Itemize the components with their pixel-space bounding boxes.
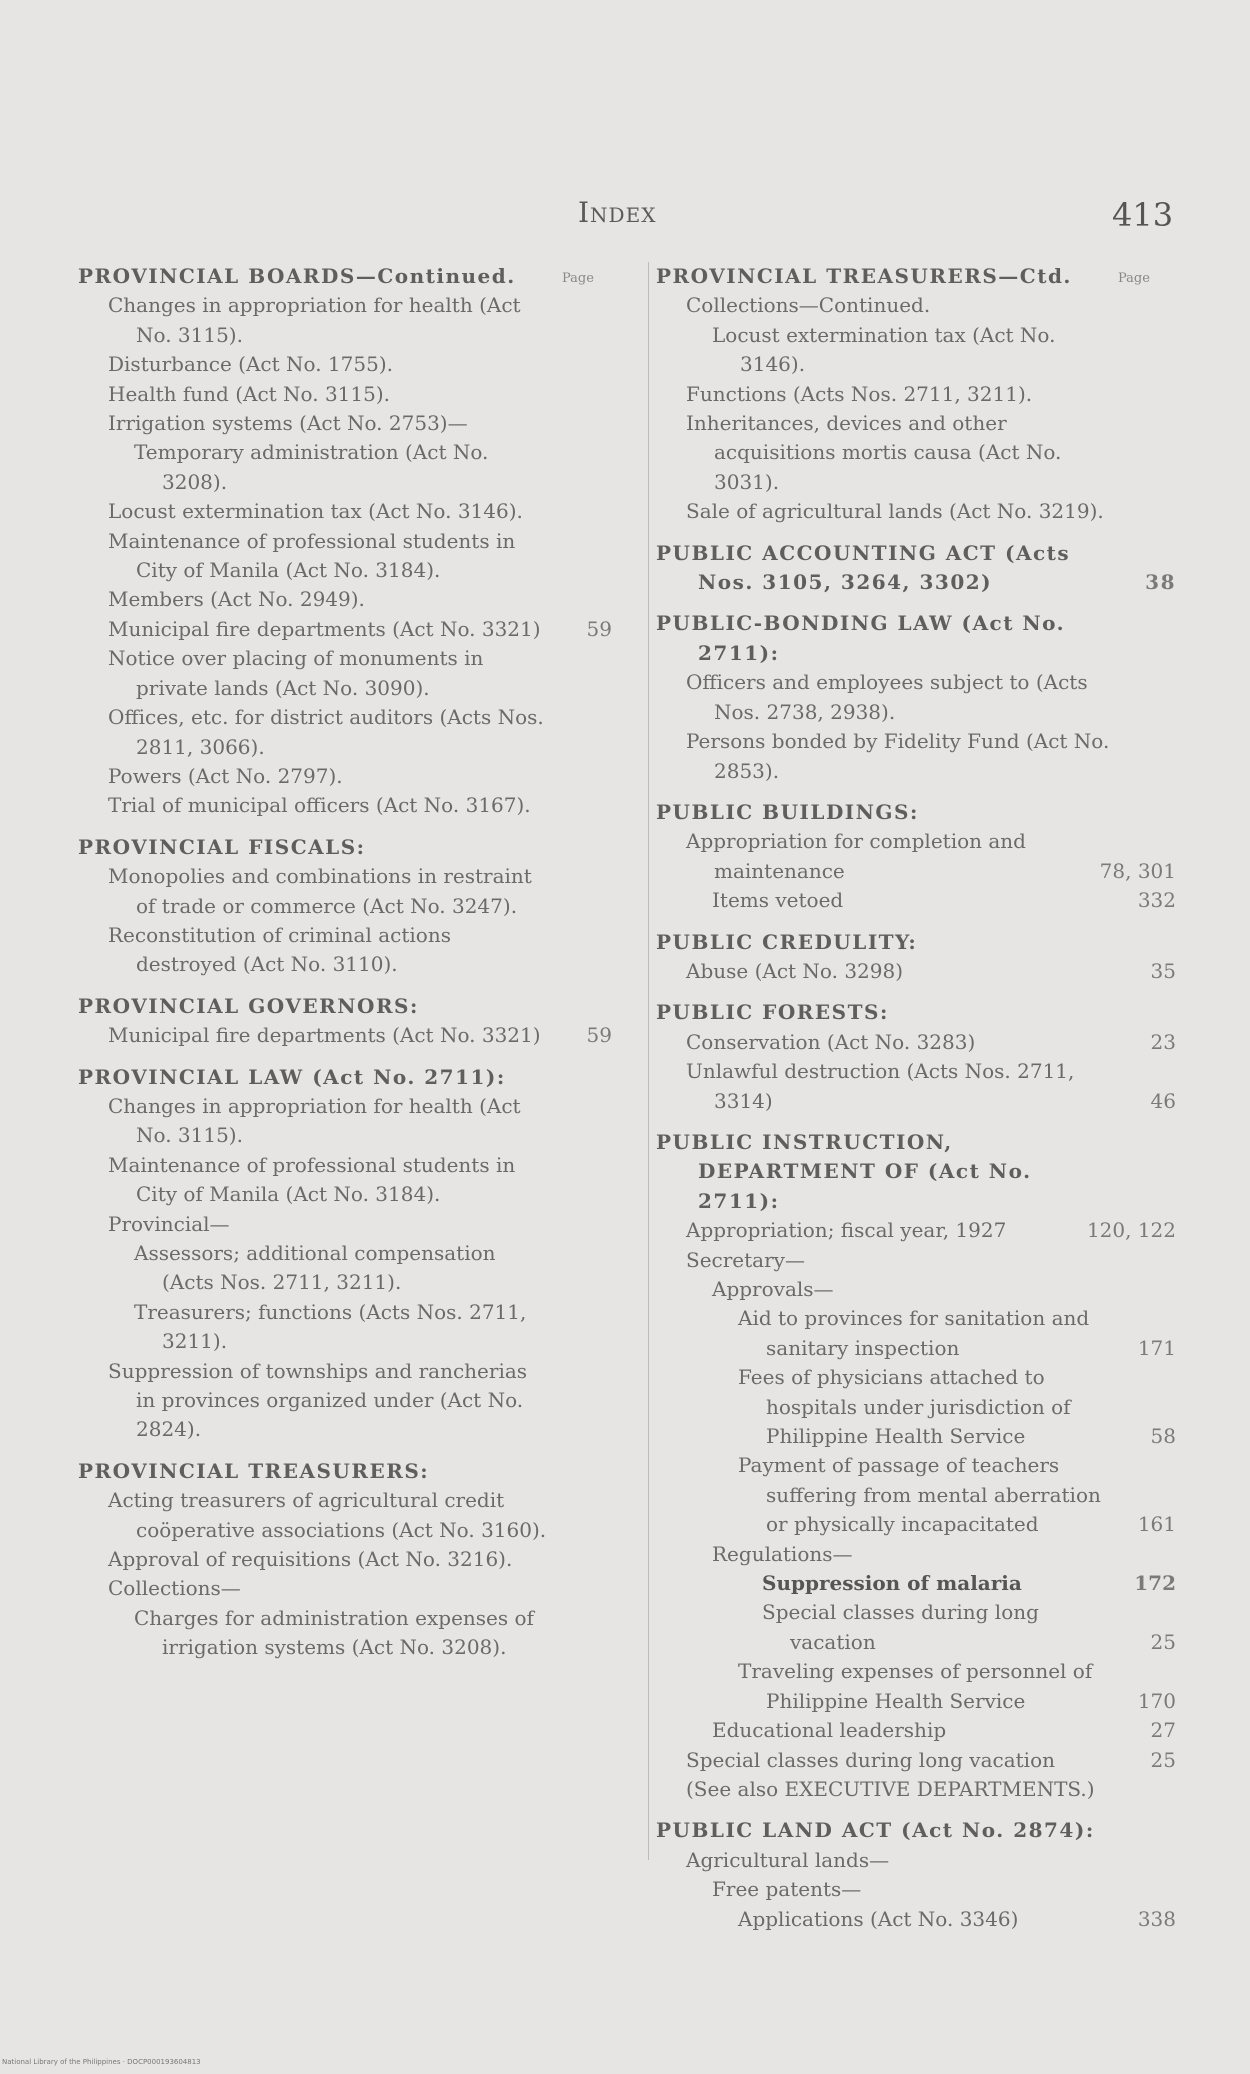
entry-page-ref: 59 bbox=[586, 1023, 612, 1048]
entry-text: Sale of agricultural lands (Act No. 3219). bbox=[686, 499, 1104, 524]
entry-text: Members (Act No. 2949). bbox=[108, 587, 365, 612]
entry-page-ref: 35 bbox=[1150, 958, 1176, 983]
entry-text: PROVINCIAL TREASURERS: bbox=[78, 1458, 430, 1483]
entry-text: Disturbance (Act No. 1755). bbox=[108, 352, 393, 377]
index-entry bbox=[656, 727, 1176, 786]
entry-page-ref: 161 bbox=[1137, 1512, 1176, 1537]
entry-text: (See also EXECUTIVE DEPARTMENTS.) bbox=[686, 1776, 1095, 1801]
entry-text: Approvals— bbox=[712, 1277, 834, 1301]
entry-text: Appropriation for completion and maintenance bbox=[686, 829, 1026, 883]
entry-text: Functions (Acts Nos. 2711, 3211). bbox=[686, 381, 1033, 406]
entry-text: Municipal fire departments (Act No. 3321) bbox=[108, 1023, 541, 1048]
index-heading bbox=[656, 998, 1176, 1027]
entry-text: Irrigation systems (Act No. 2753)— bbox=[108, 411, 468, 436]
entry-text: Notice over placing of monuments in private lands (Act No. 3090). bbox=[108, 646, 484, 700]
entry-page-ref: 120, 122 bbox=[1086, 1218, 1176, 1243]
index-entry bbox=[656, 1363, 1176, 1451]
entry-text: Collections— bbox=[108, 1576, 241, 1601]
entry-text: PUBLIC BUILDINGS: bbox=[656, 799, 919, 824]
index-entry bbox=[656, 1657, 1176, 1716]
index-entry bbox=[78, 527, 612, 586]
entry-text: Treasurers; functions (Acts Nos. 2711, 3211). bbox=[134, 1299, 527, 1354]
index-entry bbox=[656, 1057, 1176, 1116]
index-entry bbox=[78, 291, 612, 350]
column-divider bbox=[648, 262, 649, 1860]
entry-text: Items vetoed bbox=[712, 888, 844, 913]
entry-page-ref: 78, 301 bbox=[1099, 858, 1176, 883]
index-entry bbox=[656, 497, 1176, 526]
entry-text: Acting treasurers of agricultural credit coöperative associations (Act No. 3160). bbox=[108, 1488, 547, 1542]
index-entry bbox=[656, 321, 1176, 380]
entry-page-ref: 25 bbox=[1150, 1747, 1176, 1772]
index-entry bbox=[78, 615, 612, 644]
entry-text: Abuse (Act No. 3298) bbox=[686, 958, 904, 983]
index-entry bbox=[656, 1540, 1176, 1569]
index-entry bbox=[656, 409, 1176, 497]
entry-text: Fees of physicians attached to hospitals under jurisdiction of Philippine Health Service bbox=[738, 1365, 1071, 1449]
index-heading bbox=[78, 992, 612, 1021]
index-heading bbox=[656, 1128, 1176, 1216]
entry-text: Offices, etc. for district auditors (Acts Nos. 2811, 3066). bbox=[108, 705, 544, 759]
index-heading bbox=[656, 262, 1176, 291]
entry-text: Conservation (Act No. 3283) bbox=[686, 1029, 976, 1054]
index-entry bbox=[78, 1298, 612, 1357]
entry-text: Traveling expenses of personnel of Philippine Health Service bbox=[738, 1659, 1093, 1713]
index-entry bbox=[656, 291, 1176, 320]
entry-text: Special classes during long vacation bbox=[686, 1747, 1055, 1772]
entry-page-ref: 338 bbox=[1137, 1906, 1176, 1931]
entry-page-ref: 27 bbox=[1150, 1718, 1176, 1743]
page-title: Index bbox=[578, 196, 657, 229]
index-entry bbox=[78, 1574, 612, 1603]
index-entry bbox=[78, 1092, 612, 1151]
page-column-label: Page bbox=[562, 271, 594, 286]
entry-text: Appropriation; fiscal year, 1927 bbox=[686, 1218, 1007, 1243]
page-number: 413 bbox=[1112, 196, 1174, 234]
index-entry bbox=[656, 1451, 1176, 1539]
index-column-left bbox=[78, 262, 612, 1663]
entry-text: Powers (Act No. 2797). bbox=[108, 763, 343, 788]
index-heading bbox=[656, 798, 1176, 827]
index-entry bbox=[656, 1304, 1176, 1363]
entry-text: Maintenance of professional students in City of Manila (Act No. 3184). bbox=[108, 528, 516, 583]
entry-text: Trial of municipal officers (Act No. 3167). bbox=[108, 793, 531, 818]
index-entry bbox=[78, 762, 612, 791]
entry-text: Special classes during long vacation bbox=[762, 1600, 1039, 1654]
index-entry bbox=[656, 1846, 1176, 1875]
index-entry bbox=[78, 791, 612, 820]
index-entry bbox=[78, 1545, 612, 1574]
entry-page-ref: 59 bbox=[586, 616, 612, 641]
entry-text: PUBLIC INSTRUCTION, DEPARTMENT OF (Act No. 2711): bbox=[656, 1129, 1032, 1213]
index-entry bbox=[656, 1775, 1176, 1804]
entry-page-ref: 23 bbox=[1150, 1029, 1176, 1054]
index-entry bbox=[656, 1598, 1176, 1657]
index-entry bbox=[656, 1746, 1176, 1775]
index-entry bbox=[78, 921, 612, 980]
index-heading bbox=[656, 539, 1176, 598]
index-entry bbox=[78, 1239, 612, 1298]
index-entry bbox=[656, 1028, 1176, 1057]
index-entry bbox=[656, 1246, 1176, 1275]
entry-text: Collections—Continued. bbox=[686, 293, 931, 318]
index-heading bbox=[78, 833, 612, 862]
page-column-label: Page bbox=[1118, 271, 1150, 286]
index-entry bbox=[78, 644, 612, 703]
entry-text: Aid to provinces for sanitation and sanitary inspection bbox=[738, 1306, 1090, 1360]
index-entry bbox=[78, 862, 612, 921]
entry-text: PROVINCIAL LAW (Act No. 2711): bbox=[78, 1064, 506, 1089]
scan-attribution: National Library of the Philippines · DOCP000193604813 bbox=[2, 2058, 201, 2066]
entry-text: Temporary administration (Act No. 3208). bbox=[134, 440, 489, 494]
entry-text: PROVINCIAL GOVERNORS: bbox=[78, 993, 419, 1018]
entry-text: Locust extermination tax (Act No. 3146). bbox=[108, 499, 523, 524]
entry-text: Suppression of townships and rancherias in provinces organized under (Act No. 2824). bbox=[108, 1358, 528, 1442]
entry-text: Assessors; additional compensation (Acts Nos. 2711, 3211). bbox=[134, 1241, 496, 1295]
index-entry bbox=[656, 1875, 1176, 1904]
index-entry bbox=[656, 1905, 1176, 1934]
entry-text: Persons bonded by Fidelity Fund (Act No. 2853). bbox=[686, 729, 1110, 783]
index-entry bbox=[78, 350, 612, 379]
index-entry bbox=[656, 957, 1176, 986]
entry-text: PUBLIC ACCOUNTING ACT (Acts Nos. 3105, 3264, 3302) bbox=[656, 540, 1071, 595]
index-heading bbox=[78, 1063, 612, 1092]
index-heading bbox=[78, 1457, 612, 1486]
entry-page-ref: 172 bbox=[1134, 1571, 1176, 1596]
entry-text: Applications (Act No. 3346) bbox=[738, 1906, 1019, 1931]
index-entry bbox=[656, 1275, 1176, 1304]
entry-text: Charges for administration expenses of irrigation systems (Act No. 3208). bbox=[134, 1605, 534, 1660]
entry-text: PUBLIC CREDULITY: bbox=[656, 929, 918, 954]
entry-page-ref: 170 bbox=[1137, 1688, 1176, 1713]
index-entry bbox=[78, 1210, 612, 1239]
entry-text: Changes in appropriation for health (Act No. 3115). bbox=[108, 293, 521, 347]
entry-text: Officers and employees subject to (Acts Nos. 2738, 2938). bbox=[686, 670, 1088, 724]
index-entry bbox=[78, 438, 612, 497]
entry-text: Inheritances, devices and other acquisitions mortis causa (Act No. 3031). bbox=[686, 411, 1062, 494]
index-entry bbox=[78, 703, 612, 762]
index-entry bbox=[78, 585, 612, 614]
index-entry bbox=[656, 668, 1176, 727]
index-entry bbox=[78, 497, 612, 526]
index-heading bbox=[656, 609, 1176, 668]
entry-text: Regulations— bbox=[712, 1541, 853, 1566]
entry-text: Suppression of malaria bbox=[762, 1571, 1022, 1596]
entry-text: PUBLIC-BONDING LAW (Act No. 2711): bbox=[656, 611, 1066, 665]
index-entry bbox=[78, 1486, 612, 1545]
index-entry bbox=[656, 886, 1176, 915]
index-entry bbox=[78, 1357, 612, 1445]
entry-text: Secretary— bbox=[686, 1247, 805, 1272]
index-entry bbox=[656, 827, 1176, 886]
entry-text: Reconstitution of criminal actions destroyed (Act No. 3110). bbox=[108, 922, 451, 977]
index-entry bbox=[656, 1569, 1176, 1598]
entry-page-ref: 171 bbox=[1137, 1335, 1176, 1360]
entry-text: Payment of passage of teachers suffering from mental aberration or physically incapacitated bbox=[738, 1453, 1101, 1537]
index-heading bbox=[78, 262, 612, 291]
index-entry bbox=[656, 380, 1176, 409]
index-entry bbox=[78, 1604, 612, 1663]
entry-text: Free patents— bbox=[712, 1877, 862, 1902]
entry-page-ref: 58 bbox=[1150, 1424, 1176, 1449]
entry-text: Locust extermination tax (Act No. 3146). bbox=[712, 322, 1056, 377]
entry-text: Health fund (Act No. 3115). bbox=[108, 381, 391, 406]
entry-page-ref: 46 bbox=[1150, 1088, 1176, 1113]
entry-text: PUBLIC FORESTS: bbox=[656, 1000, 889, 1025]
index-heading bbox=[656, 928, 1176, 957]
index-entry bbox=[78, 380, 612, 409]
entry-text: Approval of requisitions (Act No. 3216). bbox=[108, 1547, 513, 1572]
entry-text: Maintenance of professional students in City of Manila (Act No. 3184). bbox=[108, 1152, 516, 1207]
index-entry bbox=[656, 1716, 1176, 1745]
entry-text: Provincial— bbox=[108, 1211, 230, 1236]
entry-page-ref: 332 bbox=[1137, 888, 1176, 913]
entry-text: PROVINCIAL BOARDS—Continued. bbox=[78, 264, 516, 288]
entry-text: Educational leadership bbox=[712, 1718, 947, 1743]
index-entry bbox=[78, 409, 612, 438]
entry-page-ref: 25 bbox=[1150, 1629, 1176, 1654]
index-entry bbox=[78, 1021, 612, 1050]
entry-text: PUBLIC LAND ACT (Act No. 2874): bbox=[656, 1818, 1095, 1843]
entry-text: PROVINCIAL TREASURERS—Ctd. bbox=[656, 264, 1072, 288]
index-entry bbox=[656, 1216, 1176, 1245]
entry-page-ref: 38 bbox=[1145, 570, 1176, 595]
entry-text: Changes in appropriation for health (Act No. 3115). bbox=[108, 1093, 521, 1148]
index-column-right bbox=[656, 262, 1176, 1934]
entry-text: Monopolies and combinations in restraint of trade or commerce (Act No. 3247). bbox=[108, 864, 532, 918]
index-entry bbox=[78, 1151, 612, 1210]
entry-text: Municipal fire departments (Act No. 3321) bbox=[108, 616, 541, 641]
entry-text: Unlawful destruction (Acts Nos. 2711, 3314) bbox=[686, 1059, 1075, 1113]
entry-text: Agricultural lands— bbox=[686, 1847, 890, 1872]
index-heading bbox=[656, 1816, 1176, 1845]
entry-text: PROVINCIAL FISCALS: bbox=[78, 834, 366, 859]
